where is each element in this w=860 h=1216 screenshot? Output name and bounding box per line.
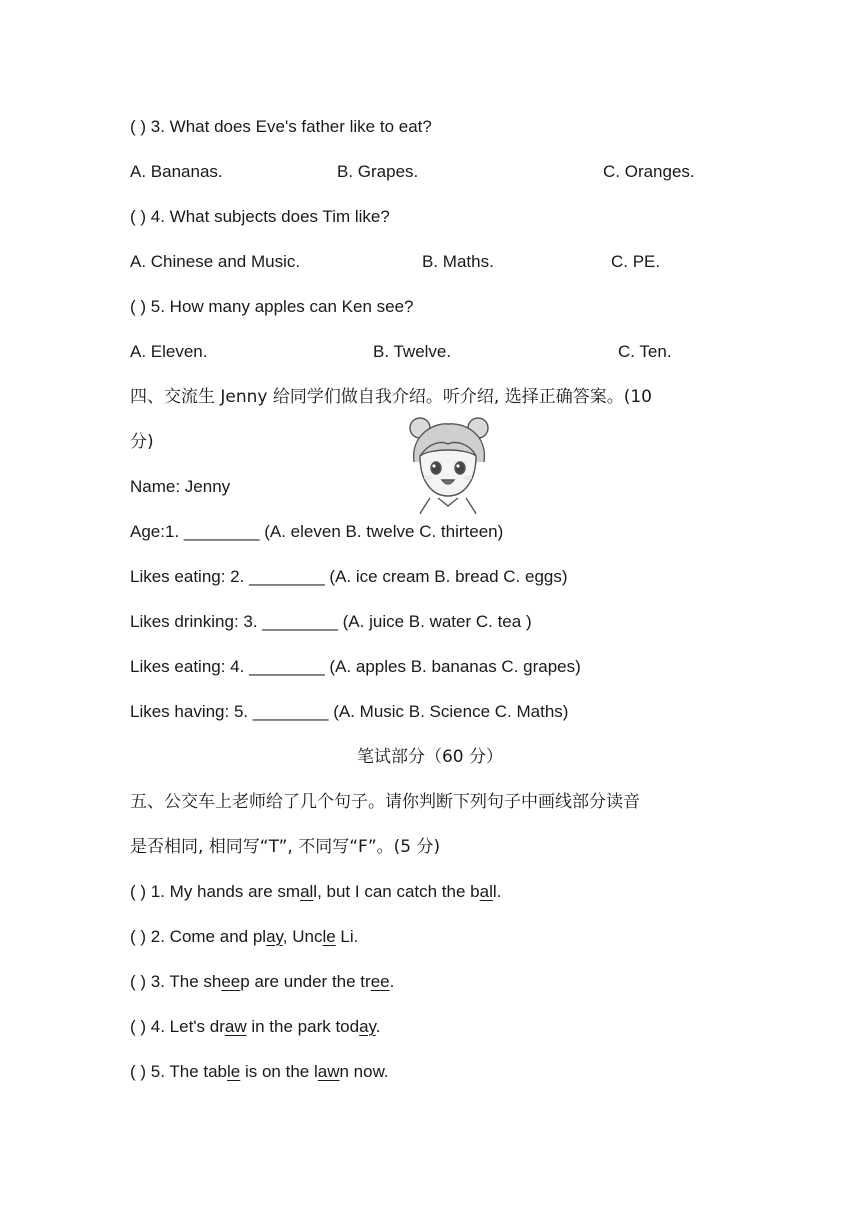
question-3-stem: ( ) 3. What does Eve's father like to eat? [130,117,432,136]
section-5-sentence-4: ( ) 4. Let's draw in the park today. [130,1017,381,1036]
section-5-sentence-3: ( ) 3. The sheep are under the tree. [130,972,395,991]
question-3-option-c: C. Oranges. [603,162,695,181]
question-5-option-c: C. Ten. [618,342,672,361]
question-3-option-a: A. Bananas. [130,162,223,181]
section-4-heading-line2: 分) [130,432,154,452]
question-4-option-b: B. Maths. [422,252,494,271]
question-4-option-c: C. PE. [611,252,661,271]
section-4-heading-line1: 四、交流生 Jenny 给同学们做自我介绍。听介绍, 选择正确答案。(10 [130,387,652,407]
section-4-item-3: Likes drinking: 3. ________ (A. juice B. water C. tea ) [130,612,532,631]
question-5-option-b: B. Twelve. [373,342,452,361]
question-5-stem: ( ) 5. How many apples can Ken see? [130,297,414,316]
section-5-sentence-2: ( ) 2. Come and play, Uncle Li. [130,927,359,946]
question-5-option-a: A. Eleven. [130,342,208,361]
girl-illustration [400,414,496,514]
section-5-sentence-1: ( ) 1. My hands are small, but I can catch the ball. [130,882,502,901]
section-5-heading-line1: 五、公交车上老师给了几个句子。请你判断下列句子中画线部分读音 [130,792,640,812]
section-4-item-2: Likes eating: 2. ________ (A. ice cream B. bread C. eggs) [130,567,568,586]
question-4-stem: ( ) 4. What subjects does Tim like? [130,207,390,226]
question-3-option-b: B. Grapes. [337,162,419,181]
section-5-sentence-5: ( ) 5. The table is on the lawn now. [130,1062,389,1081]
section-4-item-5: Likes having: 5. ________ (A. Music B. Science C. Maths) [130,702,569,721]
question-4-option-a: A. Chinese and Music. [130,252,301,271]
section-5-heading-line2: 是否相同, 相同写“T”, 不同写“F”。(5 分) [130,837,441,857]
written-part-title: 笔试部分（60 分） [356,747,504,767]
section-4-item-4: Likes eating: 4. ________ (A. apples B. bananas C. grapes) [130,657,581,676]
name-line: Name: Jenny [130,477,231,496]
section-4-item-1: Age:1. ________ (A. eleven B. twelve C. thirteen) [130,522,504,541]
